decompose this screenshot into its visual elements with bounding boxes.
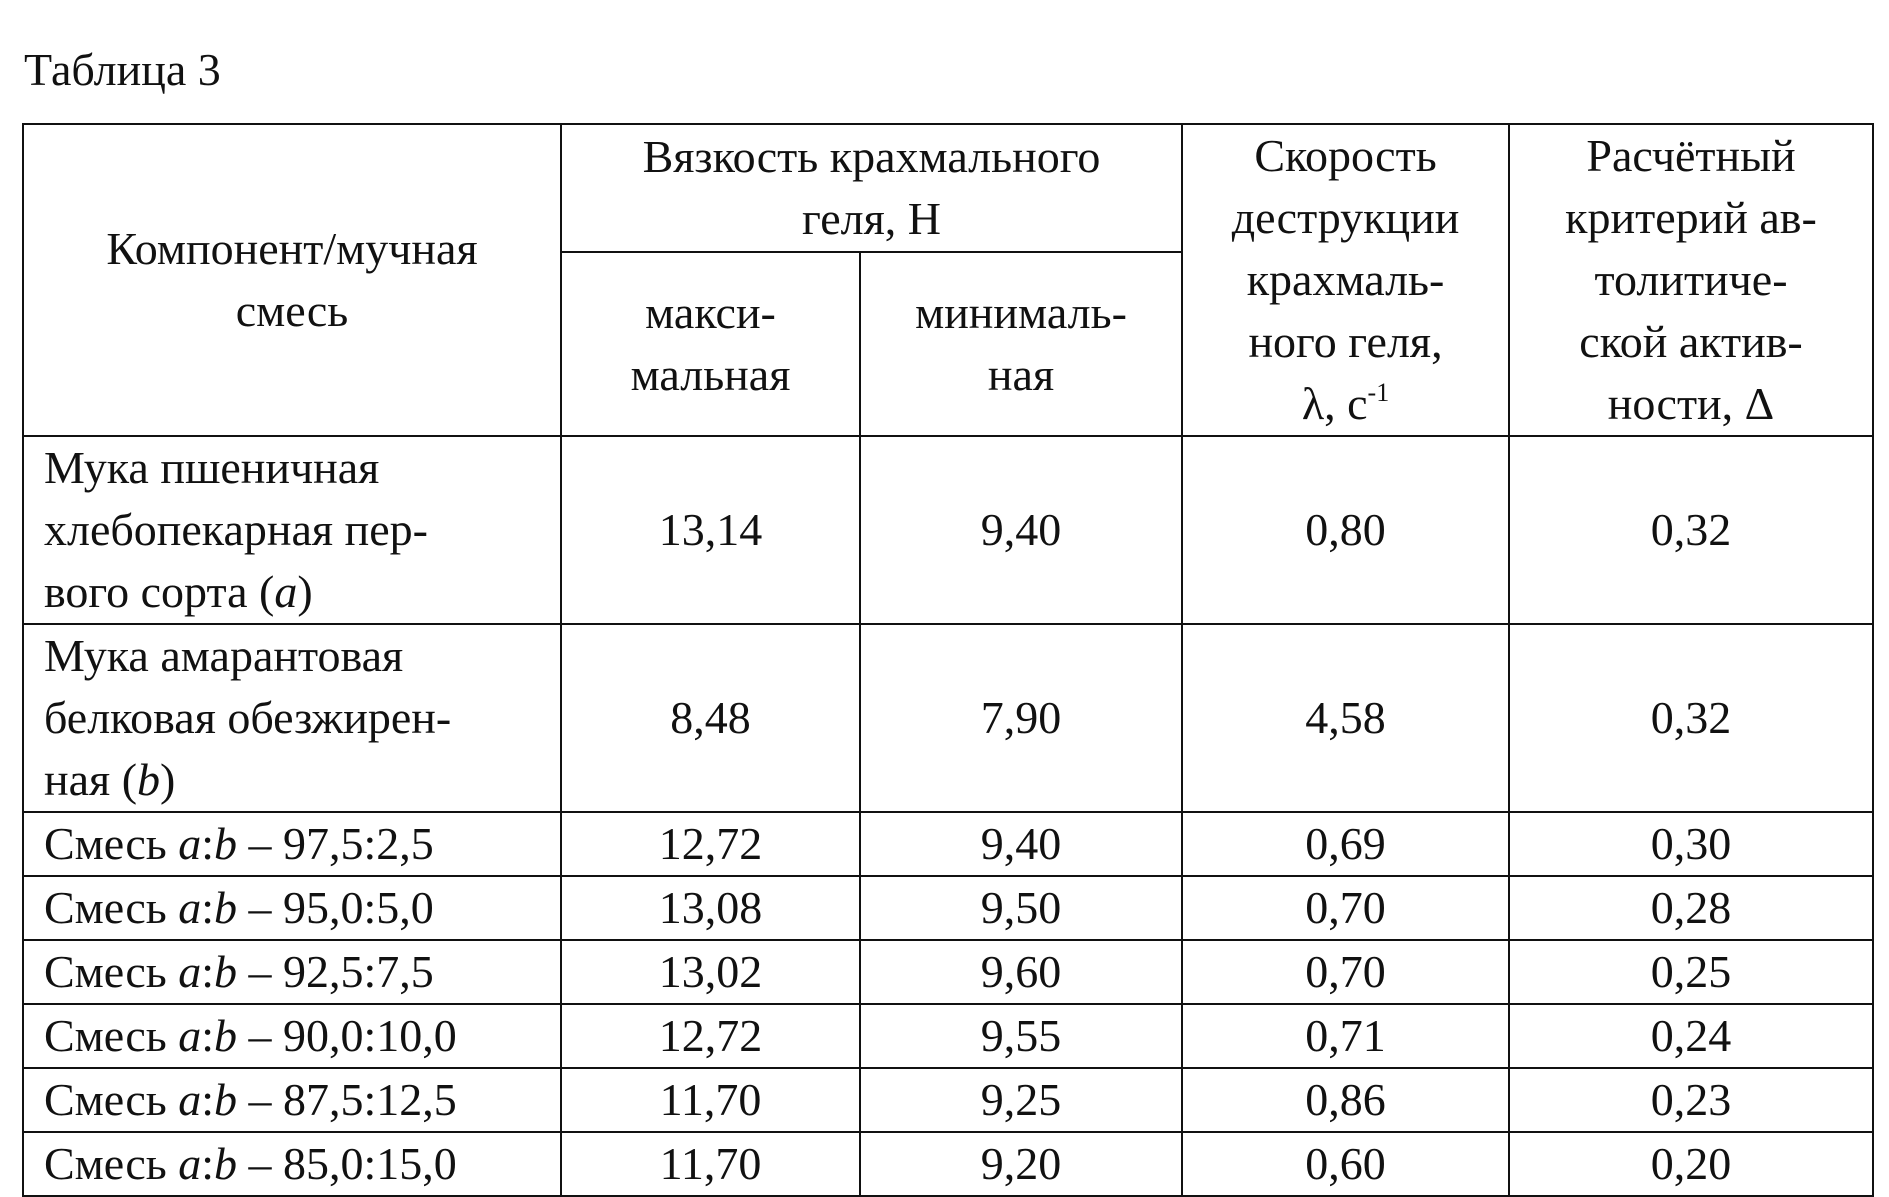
row-criterion: 0,30: [1509, 812, 1873, 876]
row-viscosity-max: 13,08: [561, 876, 860, 940]
header-destruction-rate: Скорость деструкции крахмаль- ного геля, λ, $с^{-1}$: [1182, 124, 1509, 436]
header-row-top: [23, 124, 1873, 252]
table-row: [23, 1068, 1873, 1132]
row-destruction-rate: 0,70: [1182, 940, 1509, 1004]
data-table: [22, 123, 1874, 1197]
table-caption: Таблица 3: [24, 44, 221, 95]
row-component: Смесь a:b – 95,0:5,0: [23, 876, 561, 940]
row-viscosity-min: 9,60: [860, 940, 1182, 1004]
header-viscosity: Вязкость крахмального геля, Н: [561, 124, 1182, 252]
table-row: [23, 940, 1873, 1004]
row-destruction-rate: 4,58: [1182, 624, 1509, 812]
row-criterion: 0,32: [1509, 436, 1873, 624]
row-viscosity-max: 11,70: [561, 1068, 860, 1132]
row-viscosity-max: 13,02: [561, 940, 860, 1004]
row-component: Смесь a:b – 92,5:7,5: [23, 940, 561, 1004]
header-viscosity-max: макси- мальная: [561, 252, 860, 436]
row-component: Смесь a:b – 87,5:12,5: [23, 1068, 561, 1132]
row-criterion: 0,24: [1509, 1004, 1873, 1068]
row-viscosity-max: 12,72: [561, 812, 860, 876]
table-row: [23, 436, 1873, 624]
row-viscosity-max: 12,72: [561, 1004, 860, 1068]
table-row: [23, 624, 1873, 812]
header-viscosity-min: минималь- ная: [860, 252, 1182, 436]
table-row: [23, 812, 1873, 876]
row-criterion: 0,32: [1509, 624, 1873, 812]
row-destruction-rate: 0,71: [1182, 1004, 1509, 1068]
table-row: [23, 1004, 1873, 1068]
row-component: Мука пшеничная хлебопекарная пер- вого сорта (a): [23, 436, 561, 624]
row-viscosity-max: 11,70: [561, 1132, 860, 1196]
row-criterion: 0,28: [1509, 876, 1873, 940]
row-destruction-rate: 0,60: [1182, 1132, 1509, 1196]
row-component: Мука амарантовая белковая обезжирен- ная (b): [23, 624, 561, 812]
table-row: [23, 876, 1873, 940]
row-criterion: 0,25: [1509, 940, 1873, 1004]
row-viscosity-min: 9,25: [860, 1068, 1182, 1132]
row-destruction-rate: 0,69: [1182, 812, 1509, 876]
row-component: Смесь a:b – 97,5:2,5: [23, 812, 561, 876]
row-destruction-rate: 0,80: [1182, 436, 1509, 624]
row-destruction-rate: 0,86: [1182, 1068, 1509, 1132]
header-component: Компонент/мучная смесь: [23, 124, 561, 436]
row-criterion: 0,23: [1509, 1068, 1873, 1132]
row-viscosity-max: 8,48: [561, 624, 860, 812]
row-viscosity-min: 9,20: [860, 1132, 1182, 1196]
row-viscosity-min: 9,40: [860, 436, 1182, 624]
row-criterion: 0,20: [1509, 1132, 1873, 1196]
row-viscosity-min: 9,55: [860, 1004, 1182, 1068]
row-viscosity-min: 9,50: [860, 876, 1182, 940]
row-viscosity-min: 7,90: [860, 624, 1182, 812]
row-viscosity-min: 9,40: [860, 812, 1182, 876]
row-component: Смесь a:b – 90,0:10,0: [23, 1004, 561, 1068]
row-destruction-rate: 0,70: [1182, 876, 1509, 940]
table-row: [23, 1132, 1873, 1196]
header-criterion: Расчётный критерий ав- толитиче- ской актив- ности, Δ: [1509, 124, 1873, 436]
row-viscosity-max: 13,14: [561, 436, 860, 624]
row-component: Смесь a:b – 85,0:15,0: [23, 1132, 561, 1196]
